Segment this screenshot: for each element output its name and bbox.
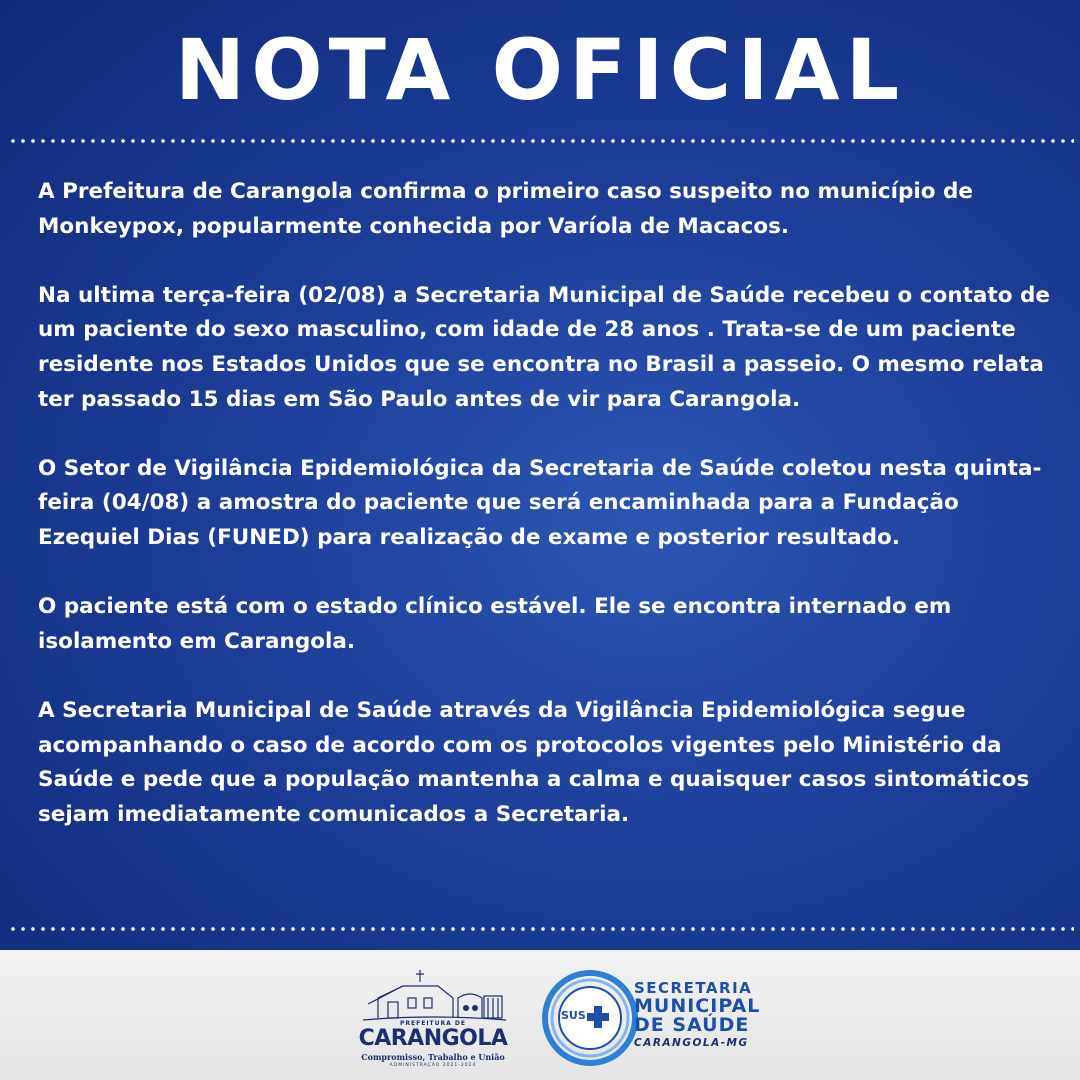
prefeitura-admin: ADMINISTRAÇÃO 2021-2024 [389,1063,477,1068]
sus-ring-icon [540,968,640,1068]
dotted-divider-top [8,139,1074,143]
paragraph-3: O Setor de Vigilância Epidemiológica da Secretaria de Saúde coletou nesta quinta-feira (04/08) a amostra do paciente que será encaminhada para a Fundação Ezequiel Dias (FUNED) para realização de exame e posterior resultado. [38,455,1042,550]
dotted-divider-bottom [8,927,1074,931]
paragraph-4: O paciente está com o estado clínico estável. Ele se encontra internado em isolamento em Carangola. [38,594,952,654]
footer-logos [0,950,1080,1080]
secretaria-line-1: SECRETARIA [634,979,753,997]
paragraph-1: A Prefeitura de Carangola confirma o primeiro caso suspeito no município de Monkeypox, popularmente conhecida por Varíola de Macacos. [38,179,973,239]
secretaria-city: CARANGOLA-MG [634,1037,749,1049]
secretaria-line-2: MUNICIPAL [634,995,761,1017]
secretaria-line-3: DE SAÚDE [634,1014,750,1036]
prefeitura-name: CARANGOLA [358,1026,508,1051]
prefeitura-logo [358,968,508,1070]
page-title: NOTA OFICIAL [174,21,906,119]
prefeitura-slogan: Compromisso, Trabalho e União [361,1052,505,1062]
sus-logo [540,968,640,1068]
paragraph-5: A Secretaria Municipal de Saúde através da Vigilância Epidemiológica segue acompanhando o caso de acordo com os protocolos vigentes pelo Ministério da Saúde e pede que a população mantenha a calma e quaisquer casos sintomáticos sejam imediatamente comunicados a Secretaria. [38,697,1030,827]
church-illustration-icon [358,968,508,1028]
paragraph-2: Na ultima terça-feira (02/08) a Secretaria Municipal de Saúde recebeu o contato de um paciente do sexo masculino, com idade de 28 anos . Trata-se de um paciente residente nos Estados Unidos que se encontra no Brasil a passeio. O mesmo relata ter passado 15 dias em São Paulo antes de vir para Carangola. [38,282,1050,412]
sus-label: SUS [561,1009,586,1022]
notice-body [38,175,1058,832]
secretaria-wordmark [634,980,794,1049]
prefeitura-label: PREFEITURA DE [400,1020,466,1027]
